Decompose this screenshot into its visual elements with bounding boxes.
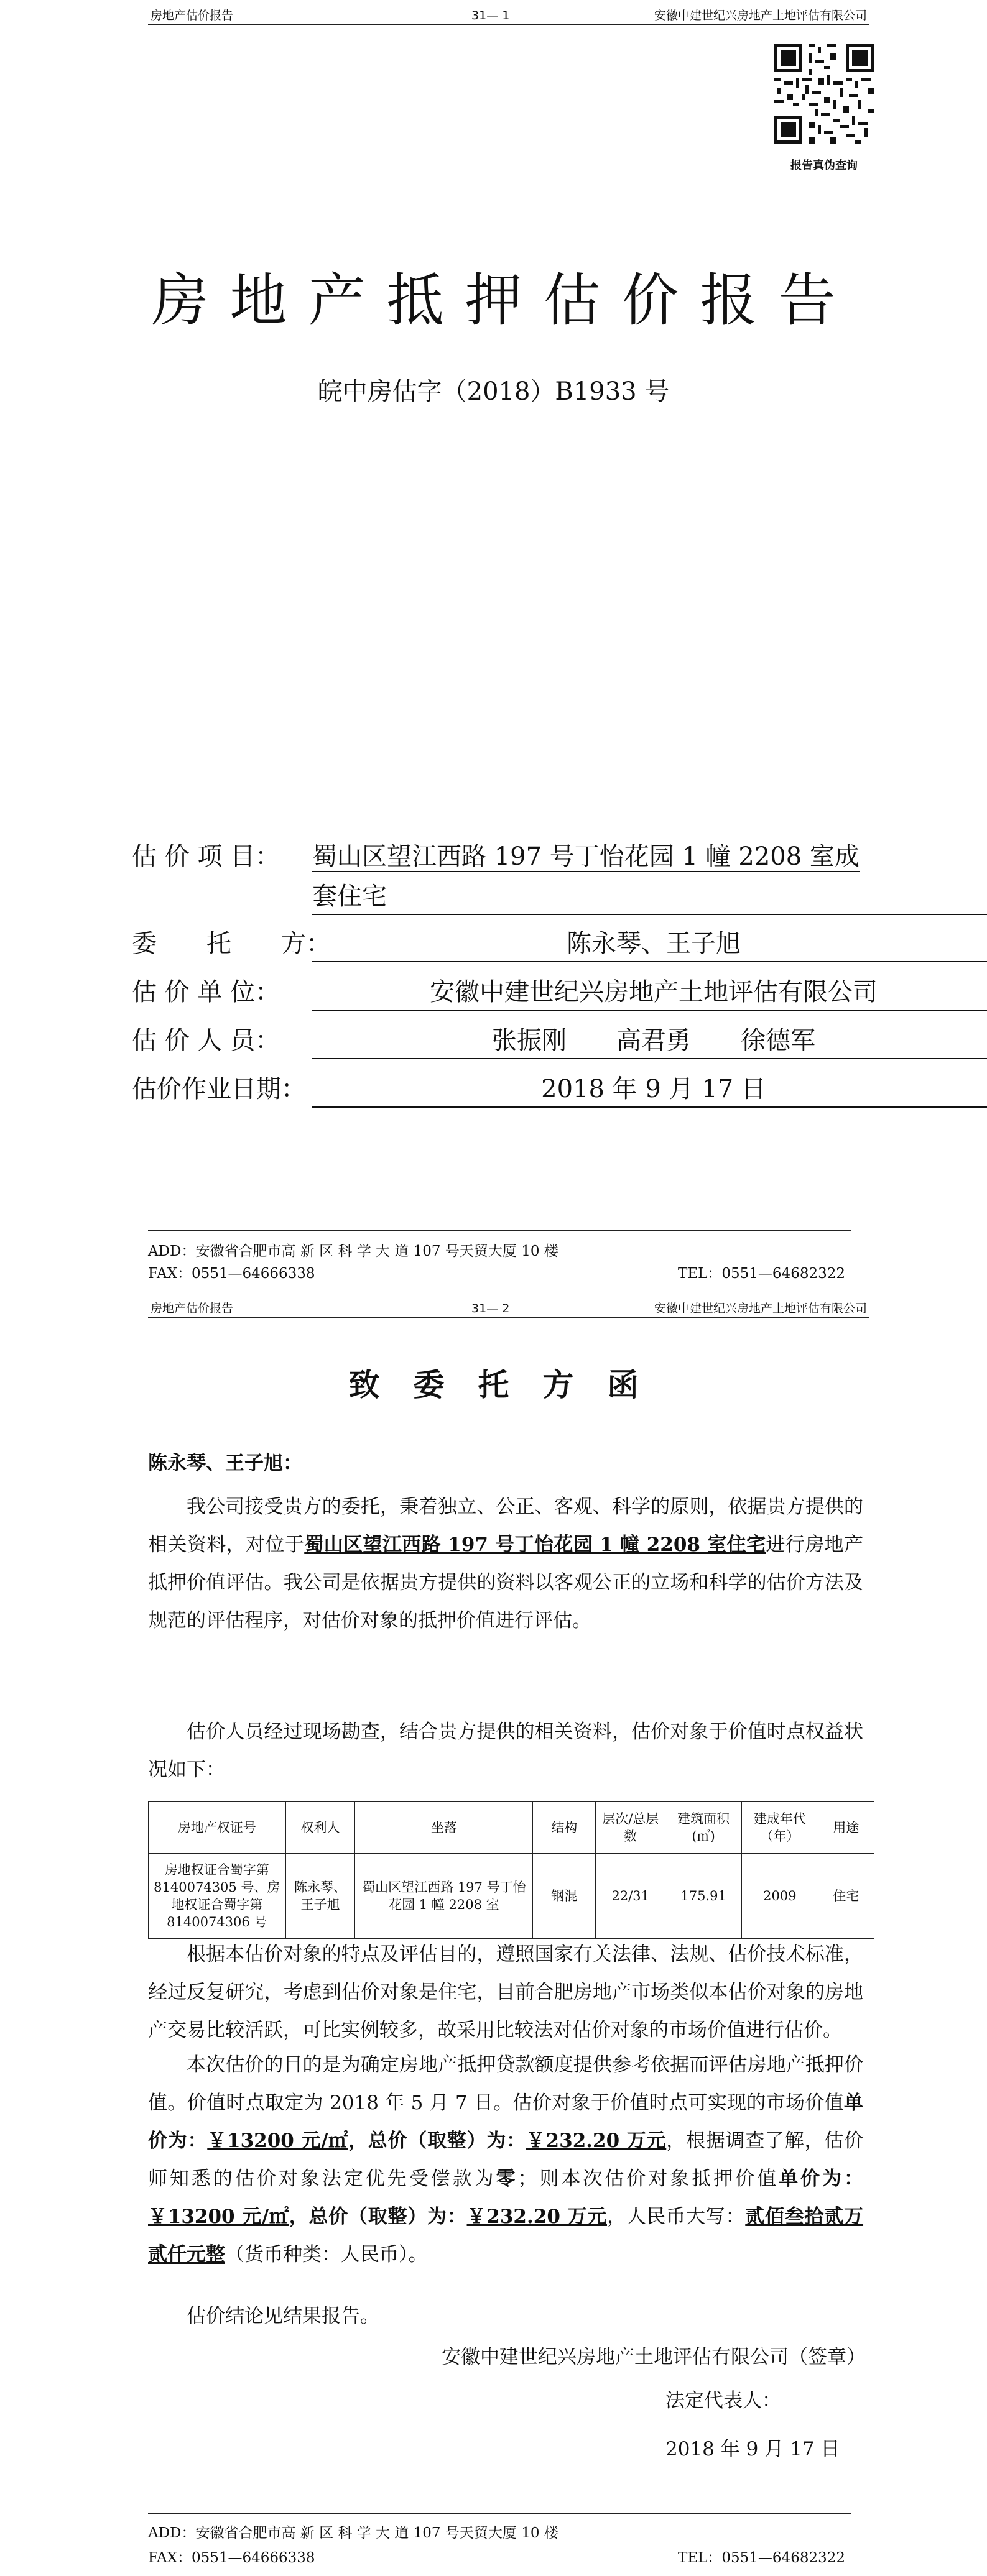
table-cell: 住宅 bbox=[818, 1854, 874, 1939]
letter-page bbox=[0, 1293, 987, 2576]
qr-code-icon[interactable] bbox=[771, 41, 877, 147]
table-cell: 房地权证合蜀字第 8140074305 号、房地权证合蜀字第 8140074306 号 bbox=[149, 1854, 286, 1939]
paragraph-5: 估价结论见结果报告。 bbox=[187, 2305, 379, 2327]
market-unit-price: ￥13200 元/㎡ bbox=[207, 2130, 348, 2152]
col-header: 层次/总层数 bbox=[596, 1802, 665, 1854]
market-total-price: ￥232.20 万元 bbox=[526, 2130, 667, 2152]
footer-divider bbox=[148, 1230, 851, 1231]
footer-fax: FAX：0551—64666338 bbox=[148, 2550, 315, 2566]
mortgage-total-price: ￥232.20 万元 bbox=[466, 2206, 607, 2228]
header-left: 房地产估价报告 bbox=[151, 1302, 234, 1315]
col-header: 建筑面积(㎡) bbox=[665, 1802, 742, 1854]
project-label: 估 价 项 目： bbox=[132, 842, 280, 871]
header-left: 房地产估价报告 bbox=[151, 9, 234, 22]
page-number: 31— 2 bbox=[471, 1302, 510, 1315]
table-cell: 175.91 bbox=[665, 1854, 742, 1939]
amount-in-words: 贰佰叁拾贰万贰仟元整 bbox=[148, 2206, 864, 2266]
client-value: 陈永琴、王子旭 bbox=[312, 926, 987, 962]
footer-address: ADD：安徽省合肥市高 新 区 科 学 大 道 107 号天贸大厦 10 楼 bbox=[148, 1243, 558, 1259]
col-header: 用途 bbox=[818, 1802, 874, 1854]
header-right: 安徽中建世纪兴房地产土地评估有限公司 bbox=[654, 1302, 867, 1315]
qr-caption: 报告真伪查询 bbox=[790, 159, 858, 172]
client-label: 委 托 方： bbox=[132, 929, 331, 958]
table-header-row bbox=[149, 1802, 874, 1854]
salutation: 陈永琴、王子旭： bbox=[148, 1452, 302, 1474]
table-cell: 陈永琴、王子旭 bbox=[285, 1854, 355, 1939]
col-header: 权利人 bbox=[285, 1802, 355, 1854]
date-label: 估价作业日期： bbox=[132, 1075, 306, 1103]
footer-tel: TEL：0551—64682322 bbox=[678, 1266, 846, 1282]
project-value-line2-wrap bbox=[312, 879, 987, 915]
staff-value: 张振刚 高君勇 徐德军 bbox=[312, 1023, 987, 1059]
page-header bbox=[148, 1300, 869, 1318]
paragraph-2: 估价人员经过现场勘查，结合贵方提供的相关资料，估价对象于价值时点权益状况如下： bbox=[148, 1721, 863, 1781]
document-number: 皖中房估字（2018）B1933 号 bbox=[317, 377, 670, 406]
footer-address: ADD：安徽省合肥市高 新 区 科 学 大 道 107 号天贸大厦 10 楼 bbox=[148, 2525, 558, 2541]
signature-date: 2018 年 9 月 17 日 bbox=[665, 2438, 840, 2460]
letter-title: 致委托方函 bbox=[348, 1366, 672, 1403]
col-header: 建成年代（年） bbox=[741, 1802, 818, 1854]
unit-label: 估 价 单 位： bbox=[132, 978, 280, 1006]
property-address: 蜀山区望江西路 197 号丁怡花园 1 幢 2208 室住宅 bbox=[304, 1534, 766, 1556]
table-cell: 22/31 bbox=[596, 1854, 665, 1939]
table-cell: 蜀山区望江西路 197 号丁怡花园 1 幢 2208 室 bbox=[355, 1854, 533, 1939]
page-header bbox=[148, 7, 869, 25]
paragraph-1: 我公司接受贵方的委托，秉着独立、公正、客观、科学的原则，依据贵方提供的相关资料，对位于蜀山区望江西路 197 号丁怡花园 1 幢 2208 室住宅进行房地产抵押价值评估。我公司是依据贵方提供的资料以客观公正的立场和科学的估价方法及规范的评估程序，对估价对象的抵押价值进行评估。 bbox=[148, 1496, 864, 1632]
staff-label: 估 价 人 员： bbox=[132, 1026, 280, 1055]
col-header: 坐落 bbox=[355, 1802, 533, 1854]
table-row bbox=[149, 1854, 874, 1939]
date-value: 2018 年 9 月 17 日 bbox=[312, 1072, 987, 1108]
page-number: 31— 1 bbox=[471, 9, 510, 22]
paragraph-3: 根据本估价对象的特点及评估目的，遵照国家有关法律、法规、估价技术标准，经过反复研究，考虑到估价对象是住宅，目前合肥房地产市场类似本估价对象的房地产交易比较活跃，可比实例较多，故采用比较法对估价对象的市场价值进行估价。 bbox=[148, 1943, 863, 2041]
unit-value: 安徽中建世纪兴房地产土地评估有限公司 bbox=[312, 975, 987, 1011]
footer-divider bbox=[148, 2513, 851, 2514]
report-title: 房地产抵押估价报告 bbox=[151, 267, 857, 334]
mortgage-unit-price: ￥13200 元/㎡ bbox=[148, 2206, 289, 2228]
col-header: 结构 bbox=[533, 1802, 596, 1854]
table-cell: 2009 bbox=[741, 1854, 818, 1939]
table-cell: 钢混 bbox=[533, 1854, 596, 1939]
rights-table bbox=[148, 1801, 874, 1939]
project-value-line2: 套住宅 bbox=[312, 882, 387, 911]
project-value-line1: 蜀山区望江西路 197 号丁怡花园 1 幢 2208 室成 bbox=[312, 842, 860, 871]
footer-fax: FAX：0551—64666338 bbox=[148, 1266, 315, 1282]
col-header: 房地产权证号 bbox=[149, 1802, 286, 1854]
legal-representative: 法定代表人： bbox=[665, 2390, 781, 2412]
footer-tel: TEL：0551—64682322 bbox=[678, 2550, 846, 2566]
paragraph-4: 本次估价的目的是为确定房地产抵押贷款额度提供参考依据而评估房地产抵押价值。价值时点取定为 2018 年 5 月 7 日。估价对象于价值时点可实现的市场价值单价为：￥13200 元/㎡，总价（取整）为：￥232.20 万元，根据调查了解，估价师知悉的估价对象法定优先受偿款为零；则本次估价对象抵押价值单价为：￥13200 元/㎡，总价（取整）为：￥232.20 万元，人民币大写：贰佰叁拾贰万贰仟元整（货币种类：人民币）。 bbox=[148, 2054, 864, 2266]
header-right: 安徽中建世纪兴房地产土地评估有限公司 bbox=[654, 9, 867, 22]
signature-company: 安徽中建世纪兴房地产土地评估有限公司（签章） bbox=[442, 2346, 866, 2368]
